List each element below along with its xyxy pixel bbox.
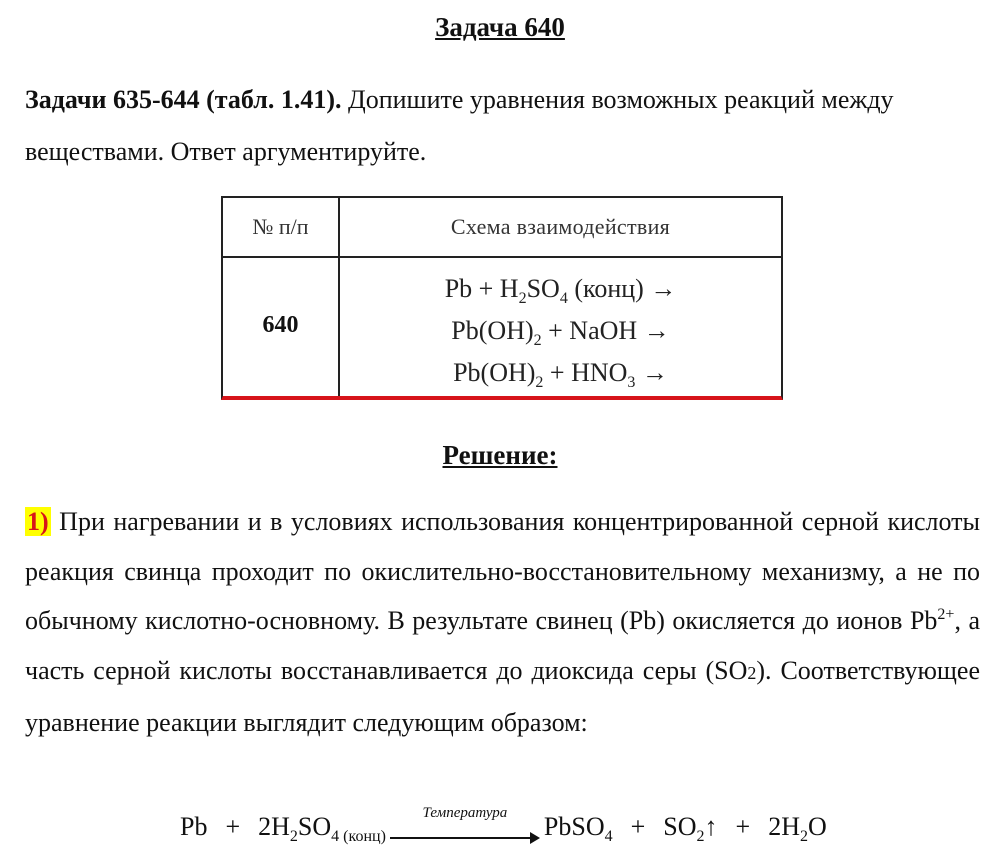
task-text: Допишите уравнения возможных реакций между веществами. Ответ аргументируйте. xyxy=(25,85,894,166)
solution-heading: Решение: xyxy=(442,440,558,470)
table-header-number: № п/п xyxy=(252,214,309,239)
arrow-right-icon xyxy=(530,832,540,844)
step-marker: 1) xyxy=(27,507,49,536)
task-statement xyxy=(25,74,980,178)
page-title: Задача 640 xyxy=(435,12,565,42)
equation-1: $Pb + H_2SO_4$ (конц) → xyxy=(444,274,677,307)
task-bold-ref: Задачи 635-644 (табл. 1.41). xyxy=(25,85,342,114)
reaction-table xyxy=(221,196,783,400)
equation-3: $Pb(OH)_2 + HNO_3$ → xyxy=(453,358,668,391)
table-header-scheme: Схема взаимодействия xyxy=(450,214,671,239)
equation-2: $Pb(OH)_2$ + NaOH → xyxy=(451,316,670,349)
reaction-arrow xyxy=(390,805,540,835)
arrow-label: Температура xyxy=(422,805,508,821)
table-row-number: 640 xyxy=(262,312,299,338)
reaction-equation: $Pb + 2H_2SO_{4 (конц)}$ Температура PbSO$_4$ + $SO_2↑ + 2H_2O$ xyxy=(180,805,827,845)
table-row-divider xyxy=(223,256,781,258)
solution-paragraph: 1) При нагревании и в условиях использования концентрированной серной кислоты реакция свинца проходит по окислительно-восстановительному механизму, а не по обычному кислотно-основному. В результате свинец (Pb) окисляется до ионов $Pb^{2+}$, а часть серной кислоты восстанавливается до диоксида серы (SO2). Соответствующее уравнение реакции выглядит следующим образом: xyxy=(25,507,980,737)
gas-arrow-icon: ↑ xyxy=(704,812,718,841)
table-equations xyxy=(340,268,781,394)
